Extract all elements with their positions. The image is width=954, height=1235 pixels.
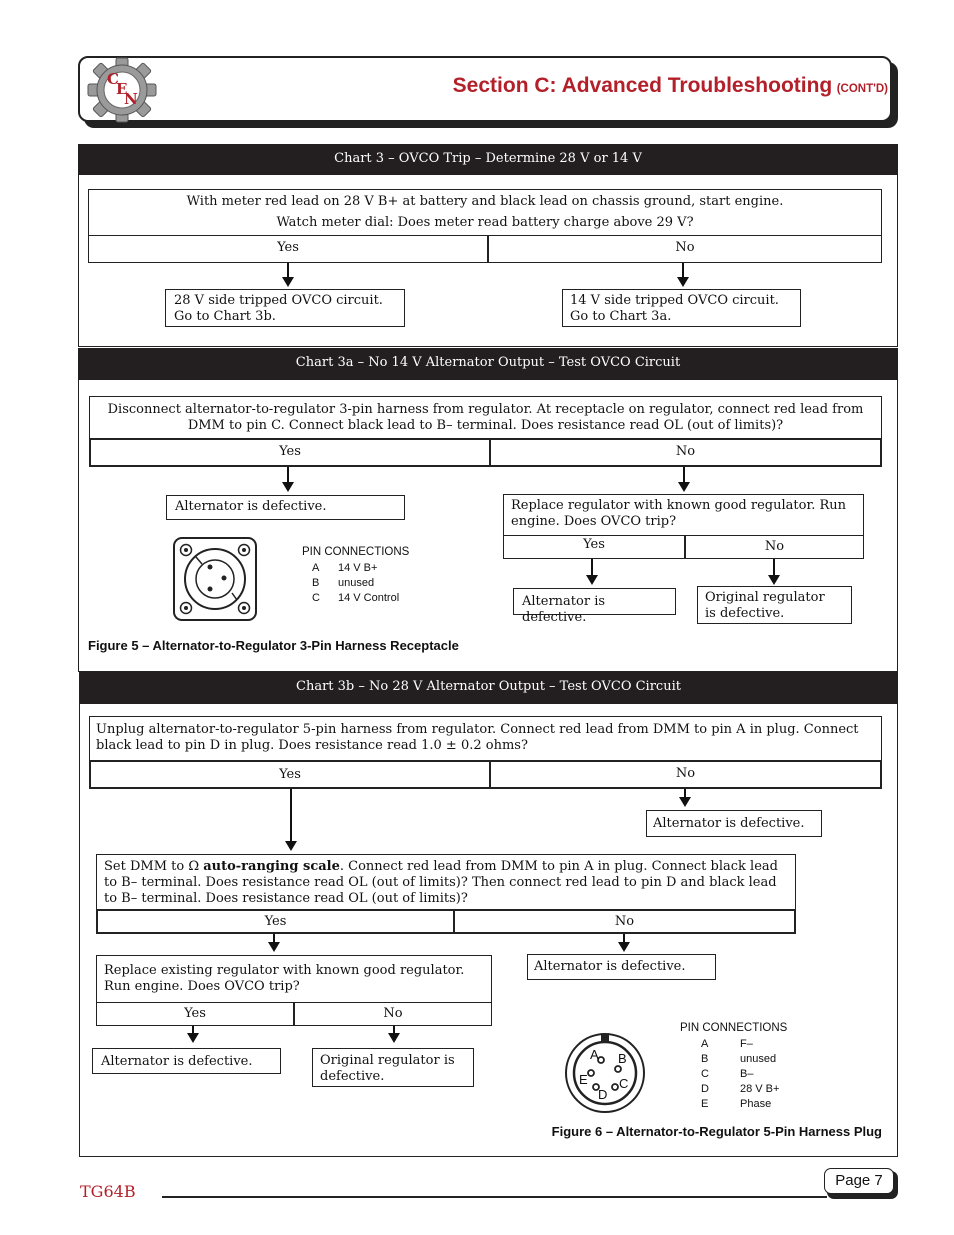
chart3-no-result-line2: Go to Chart 3a. xyxy=(570,309,672,324)
chart3b-step3-yes-arrow-head xyxy=(187,1033,199,1043)
chart3a-question-box: Disconnect alternator-to-regulator 3-pin harness from regulator. At receptacle on regulator, connect red lead from DMM to pin C. Connect black lead to B– terminal. Does resistance read OL (out of limits)? xyxy=(89,396,882,439)
fig5-pin-row: A 14 V B+ xyxy=(312,562,378,574)
chart3a-no-step-yes-arrow-line xyxy=(591,559,593,575)
chart3b-step2-no-label: No xyxy=(614,914,635,929)
fig6-pin-row: B unused xyxy=(701,1053,777,1065)
chart3a-no-arrow-line xyxy=(683,467,685,482)
chart3a-no-step-yes-label: Yes xyxy=(583,537,605,552)
chart3-yes-label: Yes xyxy=(277,240,299,255)
chart3b-step3-answer-row xyxy=(96,1002,492,1026)
chart3-question-line2: Watch meter dial: Does meter read battery charge above 29 V? xyxy=(276,215,694,230)
chart3b-step3-yes-result-box: Alternator is defective. xyxy=(92,1048,281,1074)
page-number: Page 7 xyxy=(824,1168,894,1194)
chart3b-step3-yes-label: Yes xyxy=(184,1006,206,1021)
chart3-question-box xyxy=(88,189,882,236)
chart3-question-line1: With meter red lead on 28 V B+ at battery and black lead on chassis ground, start engine. xyxy=(186,194,784,209)
fig6-pin-row: A F– xyxy=(701,1038,753,1050)
chart3b-yes-arrow-head xyxy=(285,841,297,851)
chart3a-no-step-no-arrow-head xyxy=(768,575,780,585)
chart3b-no-label: No xyxy=(675,766,696,781)
chart3b-title-bar: Chart 3b – No 28 V Alternator Output – Test OVCO Circuit xyxy=(79,672,898,704)
chart3b-yes-arrow-line xyxy=(290,789,292,841)
chart3b-step2-no-result-box: Alternator is defective. xyxy=(527,954,716,980)
chart3a-yes-result-box: Alternator is defective. xyxy=(166,495,405,520)
chart3a-yes-arrow-line xyxy=(287,467,289,482)
chart3a-no-step-no-label: No xyxy=(764,539,785,554)
fig5-pin-title: PIN CONNECTIONS xyxy=(302,546,410,558)
chart3-no-arrow-head xyxy=(677,277,689,287)
fig6-pin-table xyxy=(701,1037,779,1112)
chart3b-step2-box xyxy=(96,854,796,910)
figure5-caption: Figure 5 – Alternator-to-Regulator 3-Pin Harness Receptacle xyxy=(88,638,459,653)
fig6-pin-row: E Phase xyxy=(701,1098,772,1110)
footer-rule xyxy=(162,1196,827,1198)
chart3b-answer-row xyxy=(89,760,882,789)
fig5-pin-row: B unused xyxy=(312,577,375,589)
fig5-pin-table xyxy=(312,561,399,606)
chart3b-yes-label: Yes xyxy=(279,767,301,782)
chart3a-title-bar: Chart 3a – No 14 V Alternator Output – Test OVCO Circuit xyxy=(78,348,898,380)
logo-letter-n: N xyxy=(124,90,138,108)
figure6-caption: Figure 6 – Alternator-to-Regulator 5-Pin Harness Plug xyxy=(551,1124,882,1139)
chart3-no-result-line1: 14 V side tripped OVCO circuit. xyxy=(570,293,779,308)
chart3-yes-arrow-line xyxy=(287,263,289,277)
chart3b-step2-yes-label: Yes xyxy=(264,914,287,929)
chart3a-yes-label: Yes xyxy=(279,444,301,459)
fig6-pin-row: C B– xyxy=(701,1068,754,1080)
plug-letter-b: B xyxy=(618,1051,627,1066)
chart3-answer-row xyxy=(88,235,882,263)
chart3-yes-result-box xyxy=(165,289,405,327)
plug-letter-a: A xyxy=(590,1047,599,1062)
chart3-title-bar: Chart 3 – OVCO Trip – Determine 28 V or 14 V xyxy=(78,144,898,175)
chart3b-question-box: Unplug alternator-to-regulator 5-pin harness from regulator. Connect red lead from DMM to pin A in plug. Connect black lead to pin D in plug. Does resistance read 1.0 ± 0.2 ohms? xyxy=(89,716,882,761)
document-code: TG64B xyxy=(80,1182,136,1201)
fig6-pin-row: D 28 V B+ xyxy=(701,1083,780,1095)
chart3a-no-step-no-result-line1: Original regulator xyxy=(705,590,825,605)
chart3b-step2-answer-row xyxy=(96,909,796,934)
plug-letter-c: C xyxy=(619,1076,629,1091)
chart3b-no-arrow-head xyxy=(679,797,691,807)
chart3-yes-arrow-head xyxy=(282,277,294,287)
chart3b-step3-no-label: No xyxy=(383,1006,403,1021)
chart3a-no-step-yes-arrow-head xyxy=(586,575,598,585)
fig6-pin-title: PIN CONNECTIONS xyxy=(680,1022,788,1034)
chart3b-step2-yes-arrow-line xyxy=(273,934,275,942)
chart3a-no-label: No xyxy=(675,444,696,459)
chart3a-answer-row xyxy=(89,438,882,467)
chart3-yes-result-line1: 28 V side tripped OVCO circuit. xyxy=(174,293,383,308)
chart3a-no-step-no-result-box xyxy=(697,586,852,624)
chart3a-no-arrow-head xyxy=(678,482,690,492)
chart3a-yes-arrow-head xyxy=(282,482,294,492)
fig5-pin-row: C 14 V Control xyxy=(312,592,400,604)
chart3a-no-step-box: Replace regulator with known good regulator. Run engine. Does OVCO trip? xyxy=(503,494,864,536)
chart3a-no-step-yes-result-box: Alternator is defective. xyxy=(513,588,676,615)
chart3-no-arrow-line xyxy=(682,263,684,277)
three-pin-receptacle-diagram xyxy=(172,536,258,622)
chart3a-no-step-no-arrow-line xyxy=(773,559,775,575)
chart3b-no-result-box: Alternator is defective. xyxy=(646,810,822,837)
page-title-suffix: (CONT'D) xyxy=(836,83,888,95)
chart3b-step3-box: Replace existing regulator with known good regulator. Run engine. Does OVCO trip? xyxy=(96,955,492,1003)
page-title xyxy=(453,74,888,98)
chart3b-step2-yes-arrow-head xyxy=(268,942,280,952)
logo-letter-e: E xyxy=(116,80,128,98)
chart3-yes-result-line2: Go to Chart 3b. xyxy=(174,309,276,324)
plug-letter-d: D xyxy=(598,1087,608,1102)
plug-letter-e: E xyxy=(579,1072,588,1087)
chart3-no-result-box xyxy=(562,289,801,327)
chart3b-step2-no-arrow-head xyxy=(618,942,630,952)
chart3a-no-step-no-result-line2: is defective. xyxy=(705,606,785,621)
logo-letter-c: C xyxy=(107,70,119,88)
chart3b-step2-bold: auto-ranging scale xyxy=(203,859,340,874)
chart3b-step2-rest: . Connect red lead from DMM to pin A in plug. Connect black lead to B– terminal. Does resistance read OL (out of limits)? Then connect red lead to pin D and black lead to B– terminal. Does resistance read OL (out of limits)? xyxy=(104,859,778,906)
chart3-no-label: No xyxy=(675,240,695,255)
chart3b-step2-no-arrow-line xyxy=(623,934,625,942)
chart3b-step3-no-arrow-head xyxy=(388,1033,400,1043)
chart3b-step2-prefix: Set DMM to Ω xyxy=(104,859,204,874)
chart3b-step3-no-result-box: Original regulator is defective. xyxy=(312,1048,474,1087)
page-title-main: Section C: Advanced Troubleshooting xyxy=(452,74,833,97)
chart3a-no-step-answer-row xyxy=(503,535,864,559)
